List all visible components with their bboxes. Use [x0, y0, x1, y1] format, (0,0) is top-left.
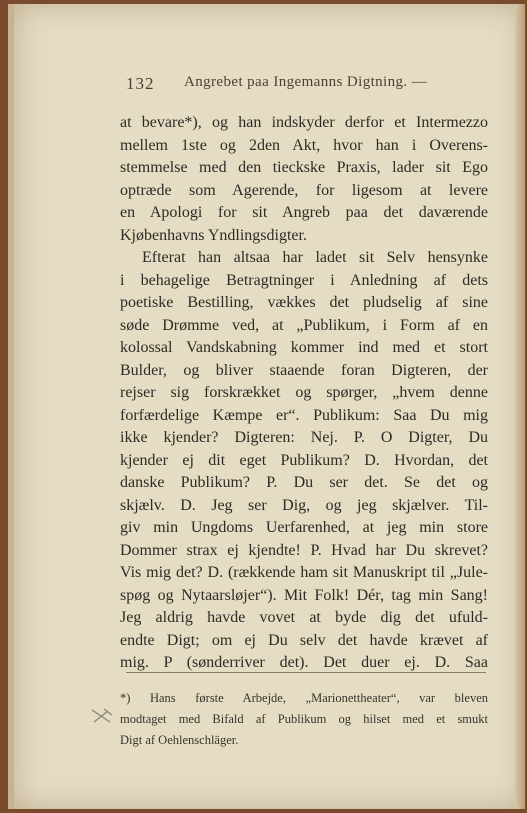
body-line: skjælv. D. Jeg ser Dig, og jeg skjælver. Til- — [120, 496, 488, 514]
body-line: kolossal Vandskabning kommer ind med et stort — [120, 339, 488, 356]
body-line: Dommer strax ej kjendte! P. Hvad har Du skrevet? — [120, 541, 488, 559]
pencil-cross-mark-icon — [90, 706, 114, 726]
body-line: endte Digt; om ej Du selv det havde krævet af — [120, 631, 488, 649]
body-line: Jeg aldrig havde vovet at byde dig det ufuld- — [120, 609, 488, 626]
body-text — [120, 112, 488, 675]
footnote-divider — [126, 672, 486, 673]
body-line: rejser sig forskrækket og spørger, „hvem denne — [120, 384, 488, 401]
book-page — [8, 4, 525, 809]
body-line: mellem 1ste og 2den Akt, hvor han i Overens- — [120, 136, 488, 154]
footnote — [120, 688, 488, 751]
body-line: i behagelige Betragtninger i Anledning af dets — [120, 271, 488, 289]
body-line: optræde som Agerende, for ligesom at levere — [120, 181, 488, 199]
footnote-line: *) Hans første Arbejde, „Marionettheater“, var bleven — [120, 691, 488, 705]
page-number: 132 — [126, 74, 155, 93]
body-line: ikke kjender? Digteren: Nej. P. O Digter, Du — [120, 429, 488, 446]
body-line: Efterat han altsaa har ladet sit Selv hensynke — [142, 249, 488, 266]
body-line: en Apologi for sit Angreb paa det daværende — [120, 204, 488, 221]
body-line: poetiske Bestilling, vækkes det pludselig af sine — [120, 294, 488, 311]
page-header — [126, 70, 486, 96]
page-edge — [515, 4, 525, 809]
footnote-line: Digt af Oehlenschläger. — [120, 733, 239, 747]
body-line: kjender ej dit eget Publikum? D. Hvordan, det — [120, 451, 488, 469]
body-line: danske Publikum? P. Du ser det. Se det og — [120, 474, 488, 491]
body-line: Kjøbenhavns Yndlingsdigter. — [120, 226, 307, 244]
footnote-line: modtaget med Bifald af Publikum og hilset med et smukt — [120, 712, 488, 726]
body-line: at bevare*), og han indskyder derfor et Intermezzo — [120, 114, 488, 131]
body-line: spøg og Nytaarsløjer“). Mit Folk! Dér, tag min Sang! — [120, 586, 488, 604]
body-line: mig. P (sønderriver det). Det duer ej. D. Saa — [120, 654, 488, 671]
body-line: forfærdelige Kæmpe er“. Publikum: Saa Du mig — [120, 406, 488, 424]
body-line: Vis mig det? D. (rækkende ham sit Manuskript til „Jule- — [120, 564, 488, 581]
body-line: stemmelse med den tieckske Praxis, lader sit Ego — [120, 159, 488, 176]
body-line: giv min Ungdoms Uerfarenhed, at jeg min store — [120, 519, 488, 536]
body-line: søde Drømme ved, at „Publikum, i Form af en — [120, 316, 488, 334]
running-title: Angrebet paa Ingemanns Digtning. — — [184, 74, 428, 90]
body-line: Bulder, og bliver staaende foran Digteren, der — [120, 361, 488, 379]
